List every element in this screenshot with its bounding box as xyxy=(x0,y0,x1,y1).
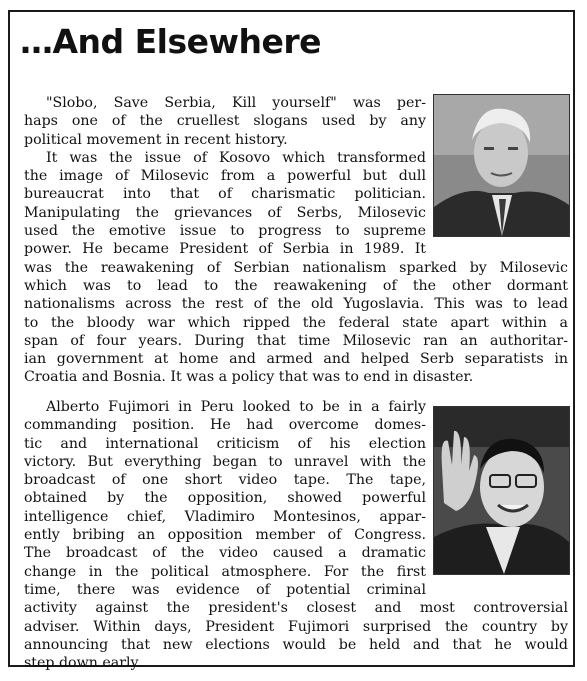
text-line: intelligence chief, Vladimiro Montesinos, appar- xyxy=(24,508,426,525)
text-line: adviser. Within days, President Fujimori surprised the country by xyxy=(24,618,568,635)
text-line: bureaucrat into that of charismatic politician. xyxy=(24,186,426,203)
headline: …And Elsewhere xyxy=(20,22,322,61)
text-line: It was the issue of Kosovo which transformed xyxy=(46,149,426,166)
text-line: broadcast of one short video tape. The tape, xyxy=(24,472,426,489)
text-line: Croatia and Bosnia. It was a policy that was to end in disaster. xyxy=(24,369,474,386)
text-line: to the bloody war which ripped the federal state apart within a xyxy=(24,314,568,331)
section1-narrow xyxy=(24,94,426,259)
text-line: The broadcast of the video caused a dramatic xyxy=(24,545,426,562)
portrait-icon xyxy=(434,407,569,574)
text-line: power. He became President of Serbia in 1989. It xyxy=(24,241,426,258)
text-line: change in the political atmosphere. For the first xyxy=(24,563,426,580)
text-line: which was to lead to the reawakening of the other dormant xyxy=(24,277,568,294)
text-line: nationalisms across the rest of the old Yugoslavia. This was to lead xyxy=(24,296,568,313)
section2-wide xyxy=(24,599,568,672)
section2-narrow xyxy=(24,398,426,599)
section1-wide xyxy=(24,259,568,387)
text-line: Alberto Fujimori in Peru looked to be in a fairly xyxy=(46,399,426,415)
text-line: political movement in recent history. xyxy=(24,131,288,148)
text-line: tic and international criticism of his election xyxy=(24,435,426,452)
text-line: announcing that new elections would be held and that he would xyxy=(24,636,568,653)
text-line: span of four years. During that time Milosevic ran an authoritar- xyxy=(24,332,568,349)
portrait-icon xyxy=(434,95,569,236)
text-line: was the reawakening of Serbian nationalism sparked by Milosevic xyxy=(24,259,568,276)
text-line: haps one of the cruellest slogans used by any xyxy=(24,113,426,130)
text-line: commanding position. He had overcome domes- xyxy=(24,417,426,434)
text-line: ian government at home and armed and helped Serb separatists in xyxy=(24,351,568,368)
text-line: "Slobo, Save Serbia, Kill yourself" was per- xyxy=(46,95,426,111)
text-line: time, there was evidence of potential criminal xyxy=(24,581,426,598)
text-line: obtained by the opposition, showed powerful xyxy=(24,490,426,507)
text-line: ently bribing an opposition member of Congress. xyxy=(24,527,426,544)
milosevic-photo xyxy=(433,94,570,237)
text-line: the image of Milosevic from a powerful but dull xyxy=(24,168,426,185)
text-line: victory. But everything began to unravel with the xyxy=(24,453,426,470)
fujimori-photo xyxy=(433,406,570,575)
text-line: activity against the president's closest and most controversial xyxy=(24,600,568,617)
text-line: used the emotive issue to progress to supreme xyxy=(24,223,426,240)
text-line: step down early. xyxy=(24,655,142,672)
text-line: Manipulating the grievances of Serbs, Milosevic xyxy=(24,204,426,221)
